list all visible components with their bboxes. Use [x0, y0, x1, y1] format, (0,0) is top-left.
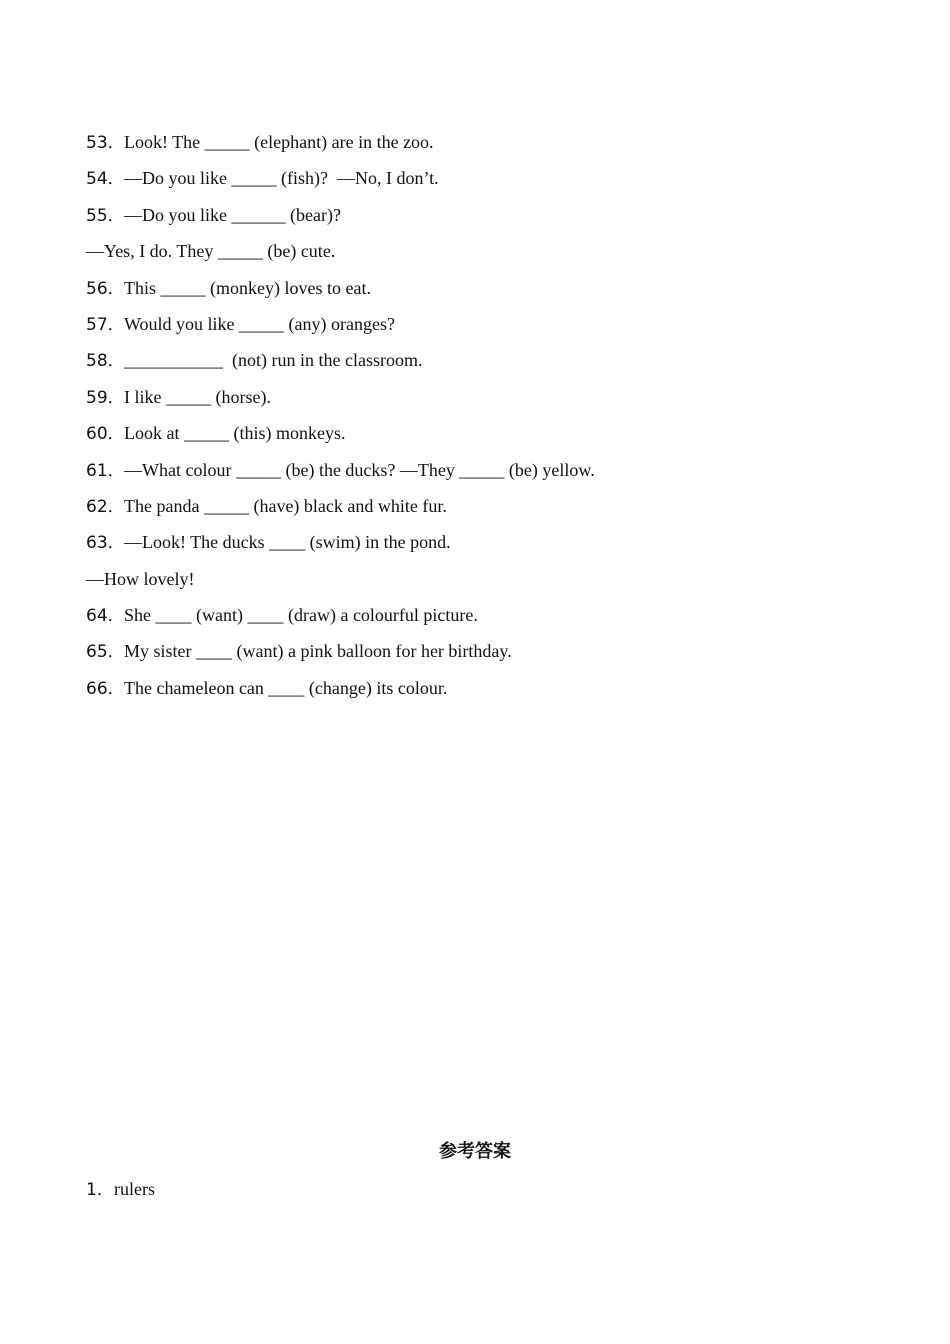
- question-line: [86, 270, 866, 306]
- question-line: [86, 670, 866, 706]
- question-text: My sister ____ (want) a pink balloon for her birthday.: [124, 641, 512, 662]
- question-line: [86, 415, 866, 451]
- question-number: 62．: [86, 496, 125, 517]
- question-line: [86, 160, 866, 196]
- question-text: This _____ (monkey) loves to eat.: [124, 277, 371, 298]
- question-text: The panda _____ (have) black and white fur.: [124, 495, 447, 516]
- question-text: The chameleon can ____ (change) its colour.: [124, 677, 448, 698]
- question-line: [86, 124, 866, 160]
- question-number: 59．: [86, 387, 125, 408]
- question-number: 55．: [86, 205, 125, 226]
- question-text: —What colour _____ (be) the ducks? —They _____ (be) yellow.: [124, 459, 595, 480]
- question-text: —Yes, I do. They _____ (be) cute.: [86, 241, 336, 262]
- question-text: ___________ (not) run in the classroom.: [124, 350, 423, 371]
- question-line: [86, 524, 866, 560]
- question-number: 58．: [86, 351, 125, 372]
- answer-number: 1．: [86, 1180, 114, 1200]
- question-line: [86, 342, 866, 378]
- question-number: 60．: [86, 424, 125, 445]
- question-line: [86, 452, 866, 488]
- question-number: 61．: [86, 460, 125, 481]
- answer-text: rulers: [114, 1179, 155, 1199]
- question-line: [86, 306, 866, 342]
- answers-title: 参考答案: [439, 1141, 511, 1162]
- question-list: [86, 124, 866, 706]
- question-continuation: [86, 233, 866, 269]
- question-line: [86, 197, 866, 233]
- question-continuation: [86, 561, 866, 597]
- question-line: [86, 488, 866, 524]
- question-text: —Do you like _____ (fish)? —No, I don’t.: [124, 168, 439, 189]
- question-number: 64．: [86, 606, 125, 627]
- question-text: She ____ (want) ____ (draw) a colourful picture.: [124, 605, 478, 626]
- question-text: —Look! The ducks ____ (swim) in the pond.: [124, 532, 451, 553]
- question-text: —Do you like ______ (bear)?: [124, 204, 341, 225]
- question-text: Look! The _____ (elephant) are in the zoo.: [124, 132, 434, 152]
- question-number: 53．: [86, 133, 125, 153]
- question-number: 65．: [86, 642, 125, 663]
- answer-list: [86, 1171, 866, 1207]
- question-line: [86, 597, 866, 633]
- question-number: 57．: [86, 314, 125, 335]
- question-number: 63．: [86, 533, 125, 554]
- question-number: 66．: [86, 678, 125, 699]
- answer-line: [86, 1171, 866, 1207]
- question-text: Look at _____ (this) monkeys.: [124, 423, 346, 444]
- question-line: [86, 633, 866, 669]
- question-text: Would you like _____ (any) oranges?: [124, 313, 395, 334]
- question-number: 56．: [86, 278, 125, 299]
- question-text: I like _____ (horse).: [124, 386, 271, 407]
- question-text: —How lovely!: [86, 568, 195, 589]
- question-number: 54．: [86, 169, 125, 190]
- question-line: [86, 379, 866, 415]
